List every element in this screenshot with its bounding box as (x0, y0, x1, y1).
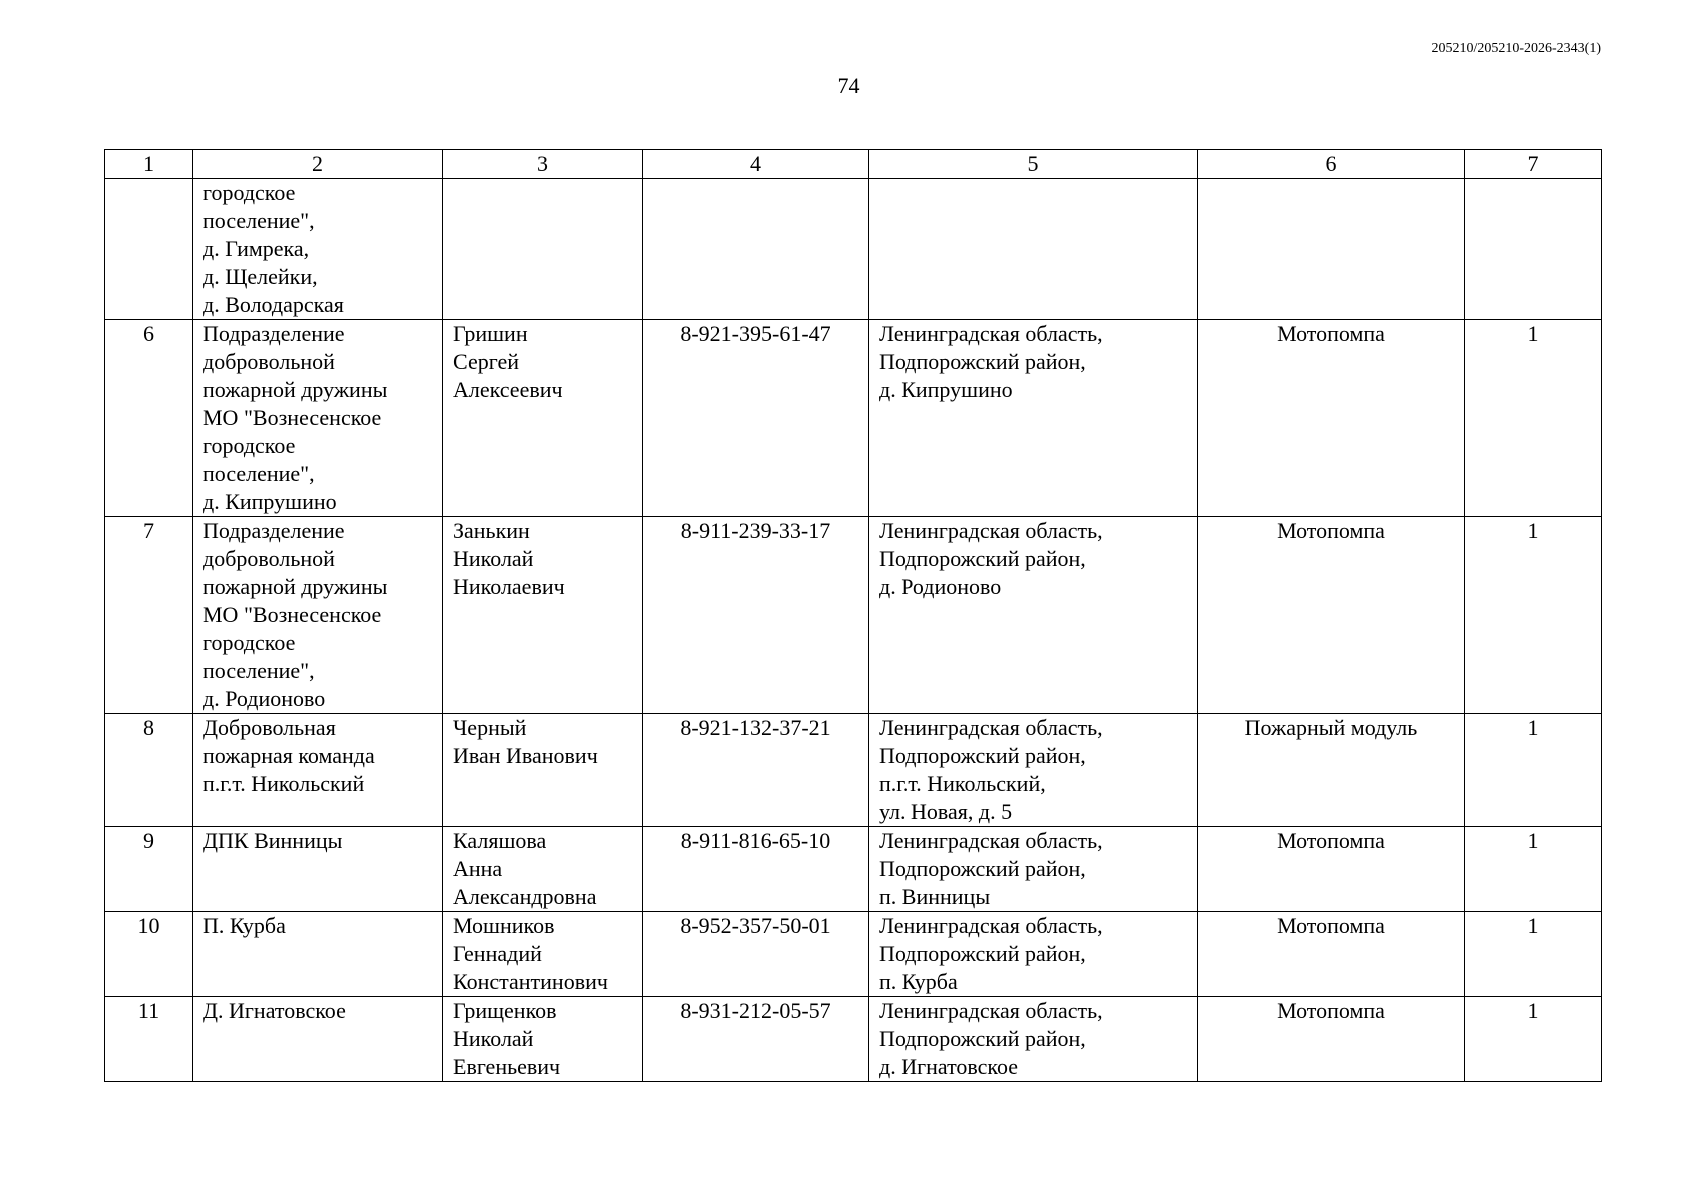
header-row (105, 150, 1602, 179)
table-row (105, 827, 1602, 912)
row-number-cell (105, 179, 193, 320)
volunteer-fire-units-table (104, 149, 1602, 1082)
organization-cell (193, 179, 443, 320)
table-row (105, 517, 1602, 714)
equipment: Мотопомпа (1277, 828, 1385, 853)
responsible-person: Каляшова Анна Александровна (453, 828, 597, 909)
quantity-cell (1465, 517, 1602, 714)
responsible-person-cell (443, 714, 643, 827)
organization-name: Добровольная пожарная команда п.г.т. Никольский (203, 715, 375, 796)
row-number-cell (105, 912, 193, 997)
equipment-cell (1198, 320, 1465, 517)
address-cell (869, 997, 1198, 1082)
responsible-person-cell (443, 997, 643, 1082)
organization-name: П. Курба (203, 913, 286, 938)
quantity: 1 (1527, 518, 1539, 543)
organization-name: Подразделение добровольной пожарной дружины МО "Вознесенское городское поселение", д. Кипрушино (203, 321, 388, 514)
quantity-cell (1465, 320, 1602, 517)
phone-cell (643, 179, 869, 320)
row-number-cell (105, 827, 193, 912)
column-header-6: 6 (1198, 150, 1465, 179)
responsible-person: Занькин Николай Николаевич (453, 518, 565, 599)
row-number: 8 (143, 715, 154, 740)
equipment: Мотопомпа (1277, 321, 1385, 346)
organization-cell (193, 517, 443, 714)
phone-cell (643, 912, 869, 997)
equipment-cell (1198, 714, 1465, 827)
row-number: 7 (143, 518, 154, 543)
address-cell (869, 320, 1198, 517)
equipment-cell (1198, 827, 1465, 912)
column-header-5: 5 (869, 150, 1198, 179)
address: Ленинградская область, Подпорожский район, п.г.т. Никольский, ул. Новая, д. 5 (879, 715, 1103, 824)
phone-cell (643, 827, 869, 912)
quantity: 1 (1527, 913, 1539, 938)
organization-name: Д. Игнатовское (203, 998, 346, 1023)
row-number: 6 (143, 321, 154, 346)
table-row (105, 714, 1602, 827)
row-number: 9 (143, 828, 154, 853)
equipment-cell (1198, 912, 1465, 997)
organization-name: ДПК Винницы (203, 828, 343, 853)
responsible-person-cell (443, 827, 643, 912)
address-cell (869, 827, 1198, 912)
organization-cell (193, 997, 443, 1082)
responsible-person-cell (443, 320, 643, 517)
phone-number: 8-911-816-65-10 (680, 828, 831, 853)
equipment-cell (1198, 997, 1465, 1082)
row-number: 11 (137, 998, 160, 1023)
address-cell (869, 714, 1198, 827)
address: Ленинградская область, Подпорожский район, п. Курба (879, 913, 1103, 994)
quantity-cell (1465, 179, 1602, 320)
table-row (105, 997, 1602, 1082)
quantity: 1 (1527, 321, 1539, 346)
address-cell (869, 179, 1198, 320)
responsible-person-cell (443, 517, 643, 714)
table-row (105, 320, 1602, 517)
equipment: Мотопомпа (1277, 913, 1385, 938)
equipment: Мотопомпа (1277, 998, 1385, 1023)
phone-cell (643, 714, 869, 827)
quantity-cell (1465, 912, 1602, 997)
phone-number: 8-952-357-50-01 (680, 913, 831, 938)
responsible-person: Черный Иван Иванович (453, 715, 598, 768)
quantity-cell (1465, 997, 1602, 1082)
page-number: 74 (837, 73, 860, 98)
address-cell (869, 912, 1198, 997)
row-number-cell (105, 997, 193, 1082)
table-row (105, 912, 1602, 997)
organization-name: городское поселение", д. Гимрека, д. Щелейки, д. Володарская (203, 180, 344, 317)
equipment-cell (1198, 517, 1465, 714)
address-cell (869, 517, 1198, 714)
column-header-4: 4 (643, 150, 869, 179)
equipment-cell (1198, 179, 1465, 320)
responsible-person: Грищенков Николай Евгеньевич (453, 998, 561, 1079)
phone-cell (643, 997, 869, 1082)
equipment: Мотопомпа (1277, 518, 1385, 543)
phone-number: 8-921-132-37-21 (680, 715, 831, 740)
table-row (105, 179, 1602, 320)
responsible-person-cell (443, 179, 643, 320)
organization-cell (193, 320, 443, 517)
organization-cell (193, 912, 443, 997)
row-number: 10 (137, 913, 160, 938)
document-id: 205210/205210-2026-2343(1) (1431, 41, 1601, 56)
row-number-cell (105, 517, 193, 714)
organization-name: Подразделение добровольной пожарной дружины МО "Вознесенское городское поселение", д. Родионово (203, 518, 388, 711)
address: Ленинградская область, Подпорожский район, д. Кипрушино (879, 321, 1103, 402)
responsible-person-cell (443, 912, 643, 997)
row-number-cell (105, 714, 193, 827)
phone-cell (643, 320, 869, 517)
address: Ленинградская область, Подпорожский район, д. Родионово (879, 518, 1103, 599)
organization-cell (193, 827, 443, 912)
address: Ленинградская область, Подпорожский район, п. Винницы (879, 828, 1103, 909)
column-header-7: 7 (1465, 150, 1602, 179)
phone-number: 8-921-395-61-47 (680, 321, 831, 346)
address: Ленинградская область, Подпорожский район, д. Игнатовское (879, 998, 1103, 1079)
row-number-cell (105, 320, 193, 517)
phone-number: 8-911-239-33-17 (680, 518, 831, 543)
equipment: Пожарный модуль (1244, 715, 1418, 740)
column-header-2: 2 (193, 150, 443, 179)
quantity-cell (1465, 714, 1602, 827)
quantity: 1 (1527, 998, 1539, 1023)
quantity: 1 (1527, 715, 1539, 740)
column-header-3: 3 (443, 150, 643, 179)
column-header-1: 1 (105, 150, 193, 179)
quantity-cell (1465, 827, 1602, 912)
quantity: 1 (1527, 828, 1539, 853)
responsible-person: Гришин Сергей Алексеевич (453, 321, 563, 402)
phone-cell (643, 517, 869, 714)
phone-number: 8-931-212-05-57 (680, 998, 831, 1023)
organization-cell (193, 714, 443, 827)
responsible-person: Мошников Геннадий Константинович (453, 913, 608, 994)
